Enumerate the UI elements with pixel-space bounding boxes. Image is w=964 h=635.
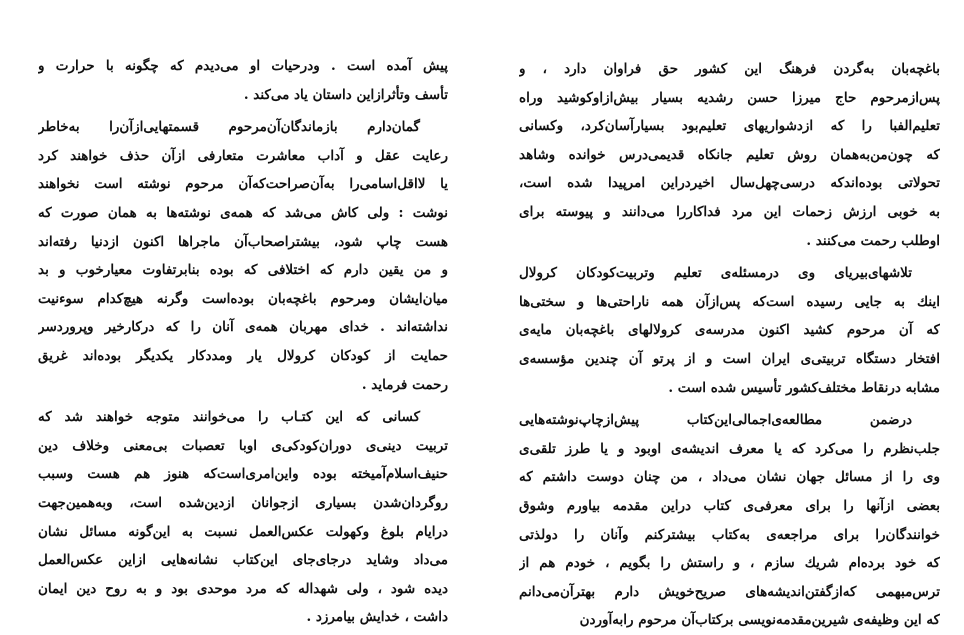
text-line: رعایت عقل و آداب معاشرت متعارفی ازآن حذف خواهند کرد: [38, 147, 448, 164]
paragraph: [519, 259, 940, 402]
text-line: افتخار دستگاه تربیتی‌ی ایران است و از پرتو آن چندین مؤسسه‌ی: [519, 350, 940, 367]
text-line: پس‌ازمرحوم حاج میرزا حسن رشدیه بسیار بیش‌ازاوکوشید وراه: [519, 89, 940, 106]
text-line: بعضی ازآنها را برای معرفی‌ی کتاب دراین مقدمه بیاورم وشوق: [519, 497, 940, 514]
text-line: مشابه درنقاط مختلف‌کشور تأسیس شده است .: [668, 379, 940, 396]
paragraph: [38, 52, 448, 109]
paragraph: [519, 55, 940, 255]
right-page-text: [519, 55, 940, 635]
text-line: خوانندگان‌را برای مراجعه‌ی به‌کتاب بیشترکنم وآنان را دولذتی: [519, 526, 940, 543]
text-line: هست چاپ شود، بیشتراصحاب‌آن ماجراها اکنون ازدنیا رفته‌اند: [38, 233, 448, 250]
text-line: حمایت از کودکان کرولال یار ومددکار یکدیگر بوده‌اند غریق: [38, 347, 448, 364]
text-line: روگردان‌شدن بسیاری ازجوانان ازدین‌شده است، وبه‌همین‌جهت: [38, 494, 448, 511]
text-line: که چون‌من‌به‌همان روش تعلیم جانکاه قدیمی‌درس خوانده وشاهد: [519, 146, 940, 163]
paragraph: [38, 113, 448, 399]
text-line: کسانی که این کتـاب را می‌خوانند متوجه خواهند شد که: [38, 409, 420, 426]
text-line: ترس‌مبهمی که‌ازگفتن‌اندیشه‌های صریح‌خویش دارم بهترآن‌می‌دانم: [519, 583, 940, 600]
text-line: گمان‌دارم بازماندگان‌آن‌مرحوم قسمتهایی‌ازآن‌را به‌خاطر: [38, 119, 420, 136]
text-line: تعلیم‌الفبا را که ازدشواریهای تعلیم‌بود بسیارآسان‌کرد، وکسانی: [519, 118, 940, 135]
text-line: میان‌ایشان ومرحوم باغچه‌بان بوده‌است وگرنه هیچ‌کدام سوءنیت: [38, 290, 448, 307]
text-line: نداشته‌اند . خدای مهربان همه‌ی آنان را که درکارخیر وپروردسر: [38, 319, 448, 336]
text-line: تلاشهای‌بیریای وی درمسئله‌ی تعلیم وتربیت‌کودکان کرولال: [519, 265, 912, 282]
text-line: جلب‌نظرم را می‌کرد که یا معرف اندیشه‌ی اوبود و یا طرز تلقی‌ی: [519, 440, 940, 457]
text-line: درضمن مطالعه‌ی‌اجمالی‌این‌کتاب پیش‌ازچاپ‌نوشته‌هایی: [519, 412, 912, 429]
text-line: و من یقین دارم که اختلافی که بوده بنابرتفاوت معیارخوب و بد: [38, 262, 448, 279]
text-line: رحمت فرماید .: [361, 376, 448, 393]
text-line: که خود برده‌ام شریك سازم ، و راستش را بگویم ، خودم هم از: [519, 555, 940, 572]
text-line: وی را از مسائل جهان نشان می‌داد ، من چنان دوست داشتم که: [519, 469, 940, 486]
text-line: داشت ، خدایش بیامرزد .: [306, 609, 448, 626]
text-line: حنیف‌اسلام‌آمیخته بوده واین‌امری‌است‌که هنوز هم هست وسبب: [38, 466, 448, 483]
text-line: باغچه‌بان به‌گردن فرهنگ این کشور حق فراوان دارد ، و: [519, 61, 940, 77]
text-line: درایام بلوغ وکهولت عکس‌العمل نسبت به این‌گونه مسائل نشان: [38, 523, 448, 540]
text-line: دیده شود ، ولی شهداله که مرد موحدی بود و به روح دین ایمان: [38, 580, 448, 597]
text-line: یا لااقل‌اسامی‌را به‌آن‌صراحت‌که‌آن مرحوم نوشته است نخواهند: [38, 176, 448, 193]
text-line: تحولاتی بوده‌اندکه درسی‌چهل‌سال اخیردراین امرپیدا شده است،: [519, 175, 940, 192]
text-line: اوطلب رحمت می‌کنند .: [806, 232, 940, 249]
text-line: تأسف وتأثرازاین داستان یاد می‌کند .: [243, 86, 448, 103]
left-page-text: [38, 52, 448, 632]
text-line: پیش آمده است . ودرحیات او می‌دیدم که چگونه با حرارت و: [38, 58, 448, 74]
paragraph: [38, 403, 448, 632]
text-line: می‌داد وشاید درجای‌جای این‌کتاب نشانه‌هایی ازاین عکس‌العمل: [38, 552, 448, 569]
text-line: تربیت دینی‌ی دوران‌کودکی‌ی اوبا تعصبات بی‌معنی وخلاف دین: [38, 437, 448, 454]
text-line: که آن مرحوم کشید اکنون مدرسه‌ی کرولالهای باغچه‌بان مایه‌ی: [519, 322, 940, 339]
text-line: که این وظیفه‌ی شیرین‌مقدمه‌نویسی برکتاب‌آن مرحوم رابه‌آوردن: [579, 612, 940, 629]
text-line: به خوبی ارزش زحمات این مرد فداکاررا می‌دانند و پیوسته برای: [519, 203, 940, 220]
paragraph: [519, 406, 940, 635]
text-line: نوشت : ولی کاش می‌شد که همه‌ی نوشته‌ها به همان صورت که: [38, 204, 448, 221]
text-line: اینك به جایی رسیده است‌که پس‌ازآن همه ناراحتی‌ها و سختی‌ها: [519, 293, 940, 310]
